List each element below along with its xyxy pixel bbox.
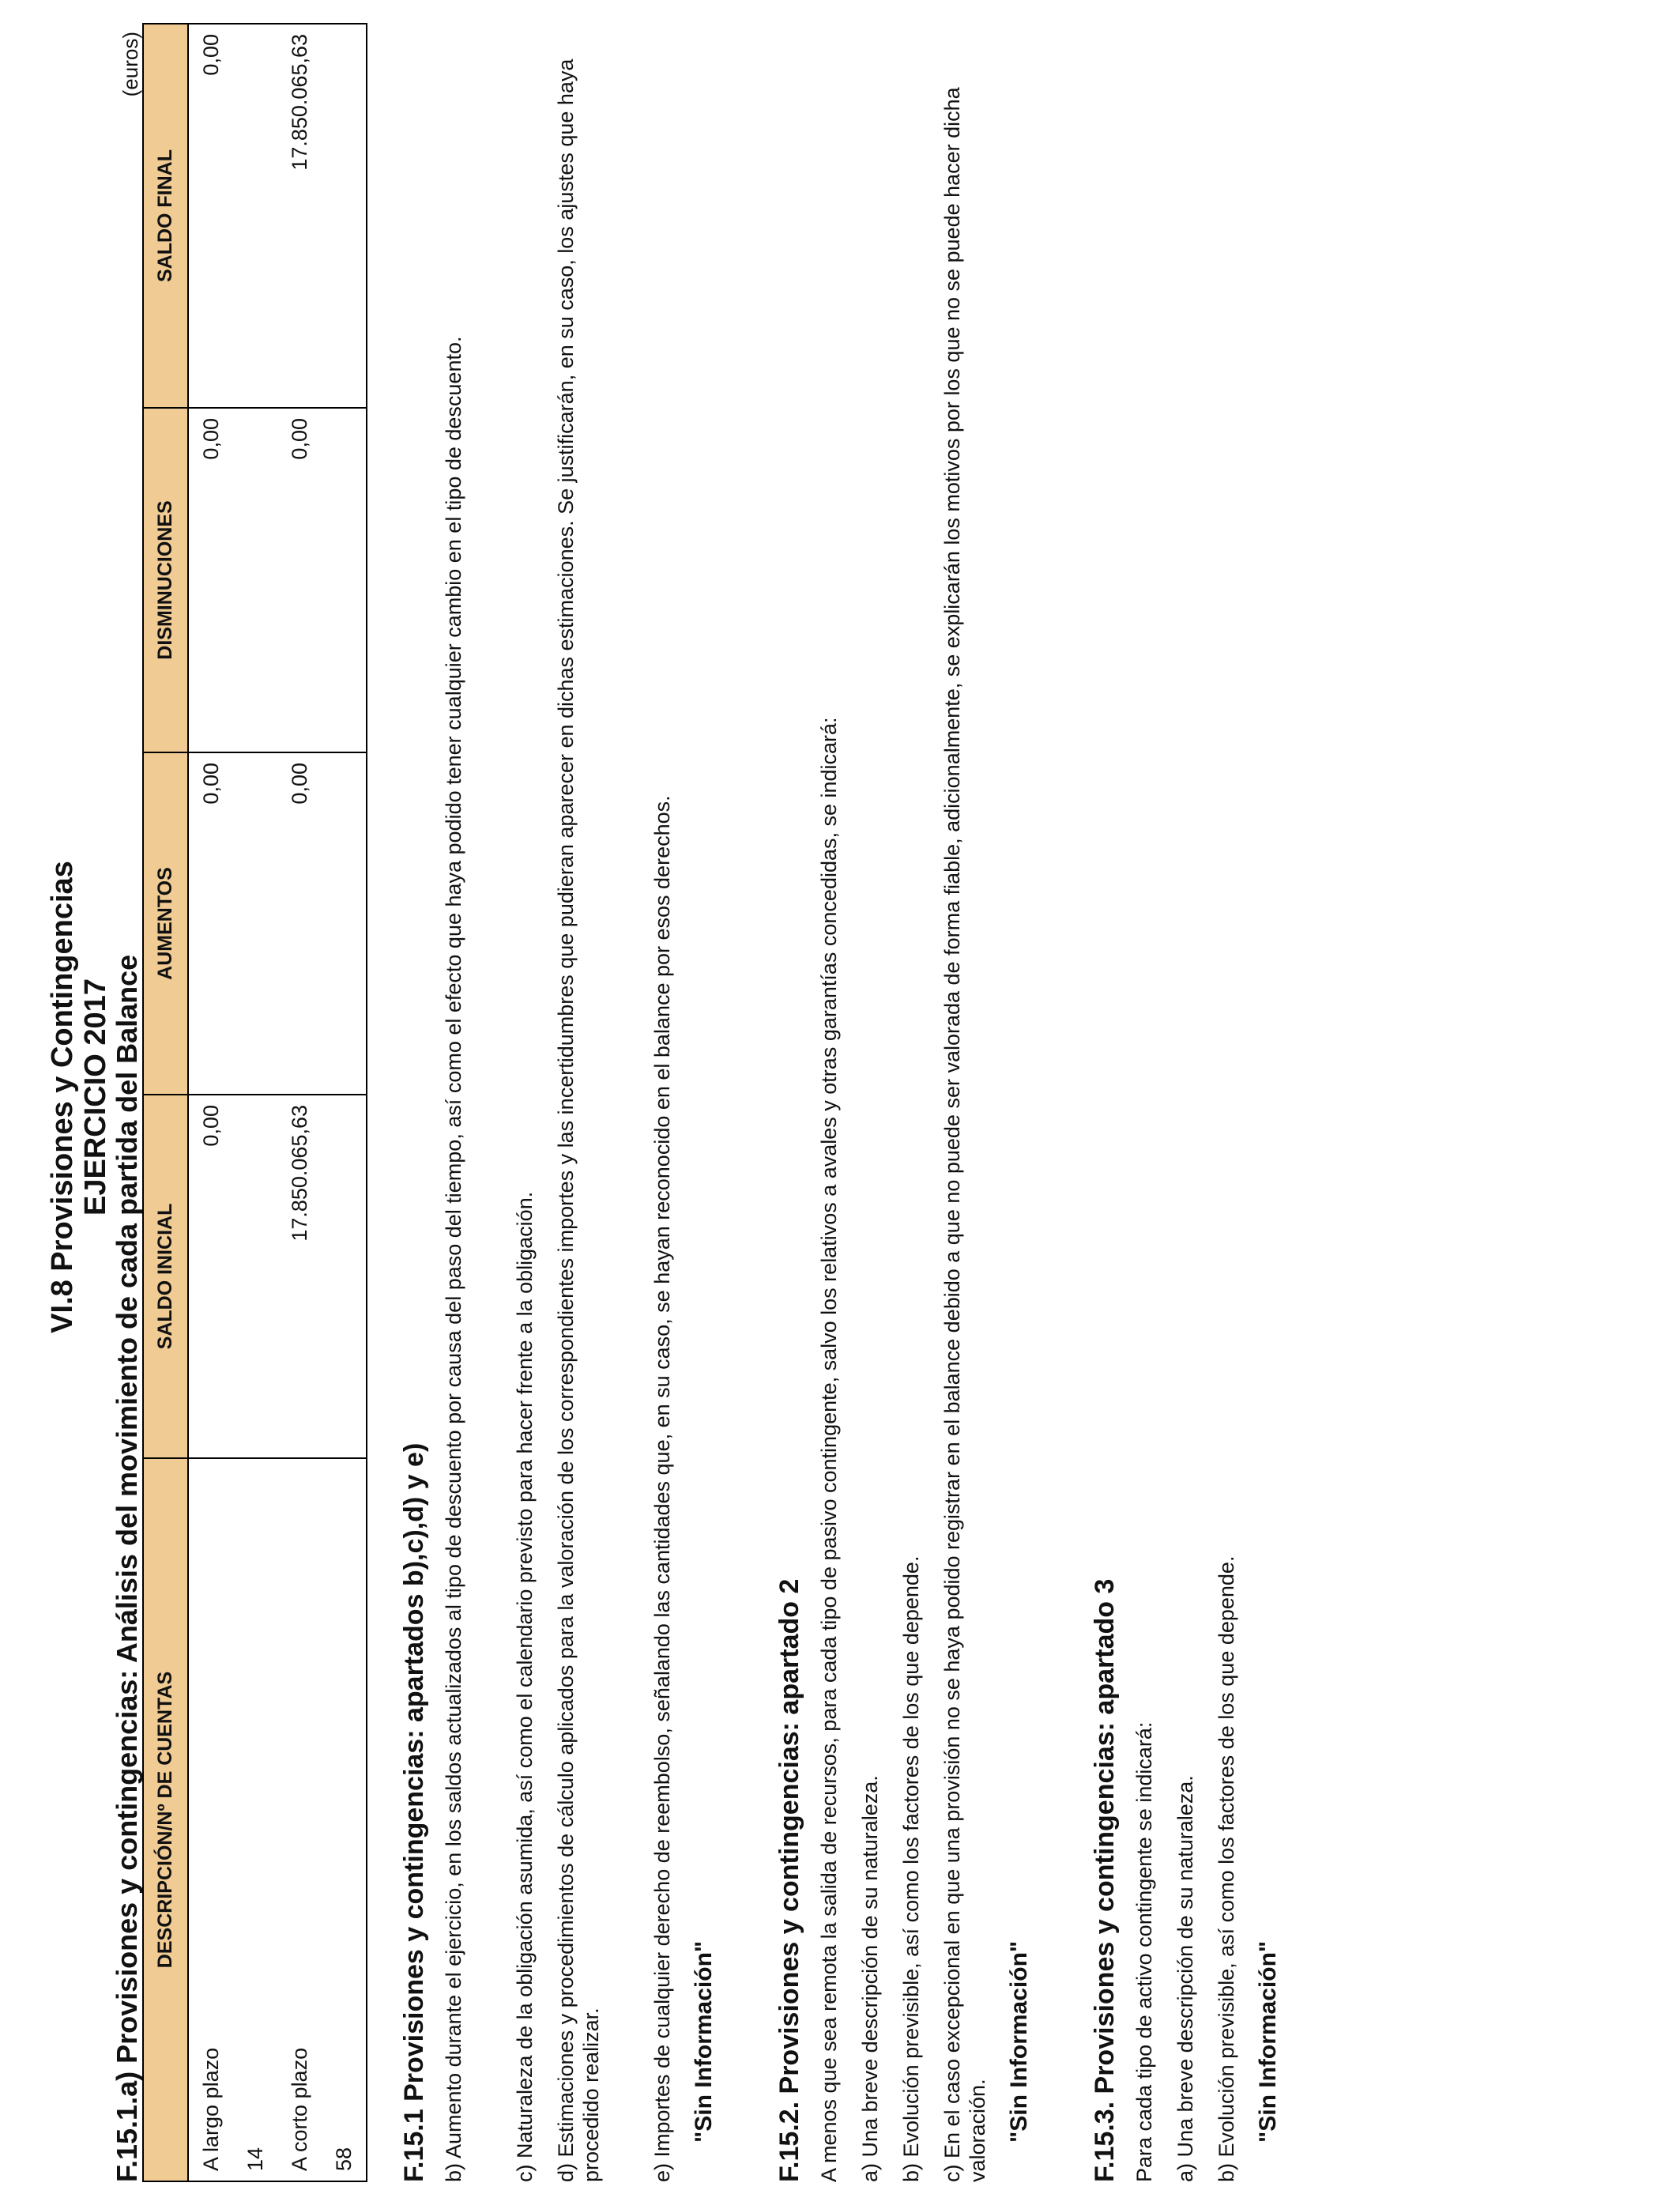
cell-saldo-inicial: 17.850.065,63 [277, 1095, 322, 1458]
section-15-2-title: F.15.2. Provisiones y contingencias: apartado 2 [774, 1578, 804, 2182]
cell-saldo-final: 17.850.065,63 [277, 24, 322, 408]
cell-disminuciones [233, 408, 277, 752]
units-label: (euros) [119, 32, 142, 97]
section-15-2-intro: A menos que sea remota la salida de recursos, para cada tipo de pasivo contingente, salvo los relativos a avales y otras garantías concedidas, se indicará: [817, 717, 841, 2182]
cell-saldo-inicial [233, 1095, 277, 1458]
section-15-3-no-info: "Sin Información" [1255, 1940, 1281, 2143]
section-15-1-no-info: "Sin Información" [691, 1940, 717, 2143]
table-row [322, 24, 367, 2181]
page-subtitle: EJERCICIO 2017 [79, 978, 112, 1216]
table-row [233, 24, 277, 2181]
section-15-3-b: b) Evolución previsible, así como los factores de los que depende. [1215, 1555, 1238, 2182]
cell-saldo-final [322, 24, 367, 408]
section-15-2-a: a) Una breve descripción de su naturaleza. [858, 1775, 882, 2182]
section-15-1-d: d) Estimaciones y procedimientos de cálculo aplicados para la valoración de los correspondientes importes y las incertidumbres que pudieran aparecer en dichas estimaciones. Se justificarán, en su caso, los ajustes que haya procedido realizar. [554, 58, 603, 2182]
section-15-1-e: e) Importes de cualquier derecho de reembolso, señalando las cantidades que, en su caso, se hayan reconocido en el balance por esos derechos. [650, 795, 674, 2182]
cell-saldo-inicial: 0,00 [188, 1095, 233, 1458]
table-header-row [143, 24, 188, 2181]
cell-saldo-inicial [322, 1095, 367, 1458]
cell-description: 14 [233, 1458, 277, 2181]
cell-disminuciones: 0,00 [188, 408, 233, 752]
cell-saldo-final: 0,00 [188, 24, 233, 408]
section-15-2-c: c) En el caso excepcional en que una provisión no se haya podido registrar en el balance debido a que no puede ser valorada de forma fiable, adicionalmente, se explicarán los motivos por los que no se puede hacer dicha valoración. [940, 87, 989, 2182]
section-15-1-title: F.15.1 Provisiones y contingencias: apartados b),c),d) y e) [399, 1442, 429, 2182]
table-row [277, 24, 322, 2181]
header-disminuciones: DISMINUCIONES [143, 408, 188, 752]
section-15-1-c: c) Naturaleza de la obligación asumida, así como el calendario previsto para hacer frente a la obligación. [513, 1191, 537, 2182]
cell-aumentos [233, 752, 277, 1095]
section-15-2-b: b) Evolución previsible, así como los factores de los que depende. [899, 1555, 923, 2182]
cell-aumentos: 0,00 [188, 752, 233, 1095]
table-title: F.15.1.a) Provisiones y contingencias: Análisis del movimiento de cada partida del Balance [111, 954, 143, 2182]
section-15-3-a: a) Una breve descripción de su naturaleza. [1173, 1775, 1197, 2182]
cell-aumentos: 0,00 [277, 752, 322, 1095]
cell-description: A largo plazo [188, 1458, 233, 2181]
header-saldo-inicial: SALDO INICIAL [143, 1095, 188, 1458]
cell-description: 58 [322, 1458, 367, 2181]
page-title: VI.8 Provisiones y Contingencias [46, 861, 79, 1333]
cell-saldo-final [233, 24, 277, 408]
table-row [188, 24, 233, 2181]
title-block [46, 0, 112, 2194]
movement-table [142, 23, 367, 2182]
cell-aumentos [322, 752, 367, 1095]
notes-content [399, 48, 1282, 2182]
section-15-2-no-info: "Sin Información" [1006, 1940, 1032, 2143]
cell-disminuciones [322, 408, 367, 752]
header-description: DESCRIPCIÓN/Nº DE CUENTAS [143, 1458, 188, 2181]
cell-disminuciones: 0,00 [277, 408, 322, 752]
cell-description: A corto plazo [277, 1458, 322, 2181]
section-15-3-intro: Para cada tipo de activo contingente se indicará: [1132, 1721, 1156, 2182]
section-15-3-title: F.15.3. Provisiones y contingencias: apartado 3 [1090, 1578, 1120, 2182]
header-aumentos: AUMENTOS [143, 752, 188, 1095]
section-15-1-b: b) Aumento durante el ejercicio, en los saldos actualizados al tipo de descuento por causa del paso del tiempo, así como el efecto que haya podido tener cualquier cambio en el tipo de descuento. [442, 336, 465, 2182]
header-saldo-final: SALDO FINAL [143, 24, 188, 408]
